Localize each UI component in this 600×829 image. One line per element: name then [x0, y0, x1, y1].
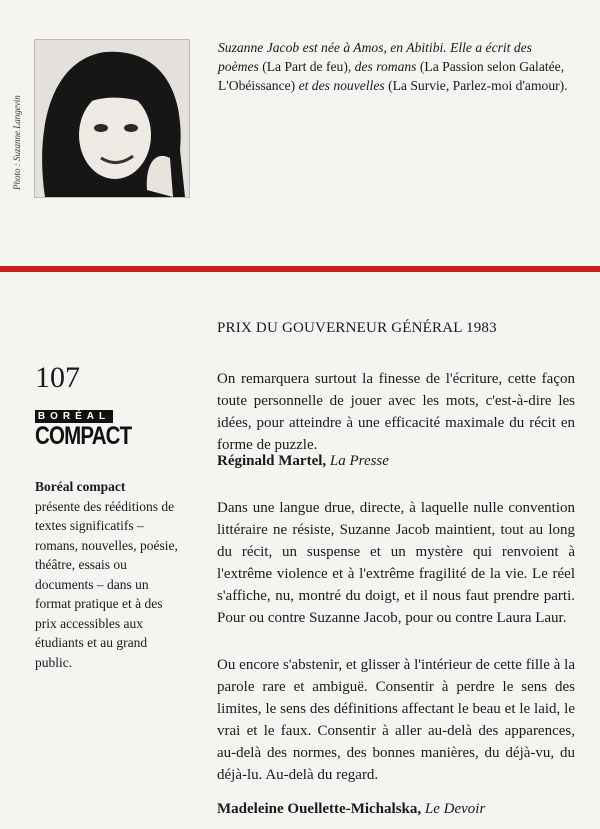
- author-bio: [218, 38, 574, 95]
- collection-brand: Boréal compact: [35, 479, 126, 494]
- signature-1-name: Réginald Martel,: [217, 453, 327, 469]
- signature-1-source: La Presse: [329, 453, 389, 469]
- bio-intro: Suzanne Jacob est née à Amos, en Abitibi. Elle a écrit des: [218, 40, 532, 55]
- photo-credit-text: Photo : Suzanne Langevin: [12, 95, 22, 190]
- portrait-image: [35, 40, 189, 197]
- bio-poems-title: (La Part de feu),: [262, 59, 352, 74]
- red-divider: [0, 266, 600, 272]
- review-quote-2: Dans une langue drue, directe, à laquelle nulle convention littéraire ne résiste, Suzanne Jacob maintient, tout au long du récit, un suspense et un mystère qui renvoient à l'extrême violence et à l'extrême fragilité de la vie. Le réel s'affiche, nu, montré du doigt, et il nous faut prendre parti. Pour ou contre Suzanne Jacob, pour ou contre Laura Laur.: [217, 500, 575, 626]
- review-quote-1: On remarquera surtout la finesse de l'écriture, cette façon toute personnelle de jouer avec les mots, c'est-à-dire les idées, pour atteindre à une efficacité maximale du récit en forme de puzzle.: [217, 371, 575, 453]
- collection-description: [35, 477, 185, 672]
- author-portrait: [34, 39, 190, 198]
- logo-bottom-text: COMPACT: [35, 422, 132, 450]
- collection-number: 107: [35, 361, 80, 394]
- collection-text: présente des rééditions de textes significatifs – romans, nouvelles, poésie, théâtre, essais ou documents – dans un format pratique et à des prix accessibles aux étudiants et au grand public.: [35, 498, 178, 670]
- logo-top-text: BORÉAL: [35, 410, 113, 423]
- bio-stories-title: (La Survie, Parlez-moi d'amour).: [388, 78, 568, 93]
- bio-poems-label: poèmes: [218, 59, 259, 74]
- bio-stories-label: et des nouvelles: [298, 78, 385, 93]
- review-signature-1: [217, 453, 389, 470]
- prize-title: PRIX DU GOUVERNEUR GÉNÉRAL 1983: [217, 320, 497, 336]
- signature-2-name: Madeleine Ouellette-Michalska,: [217, 801, 422, 817]
- publisher-logo: [35, 410, 132, 450]
- bio-novels-title: (La Passion selon Galatée, L'Obéissance): [218, 59, 565, 93]
- review-quote-3: Ou encore s'abstenir, et glisser à l'intérieur de cette fille à la parole rare et ambiguë. Consentir à perdre le sens des limites, le sens des définitions affectant le beau et le laid, le vrai et le faux. Consentir à aller au-delà des apparences, au-delà des normes, des bonnes manières, du déjà-vu, du déjà-lu. Au-delà du regard.: [217, 657, 575, 783]
- signature-2-source: Le Devoir: [424, 801, 486, 817]
- bio-novels-label: des romans: [354, 59, 417, 74]
- photo-credit: [12, 40, 32, 190]
- review-signature-2: [217, 801, 485, 818]
